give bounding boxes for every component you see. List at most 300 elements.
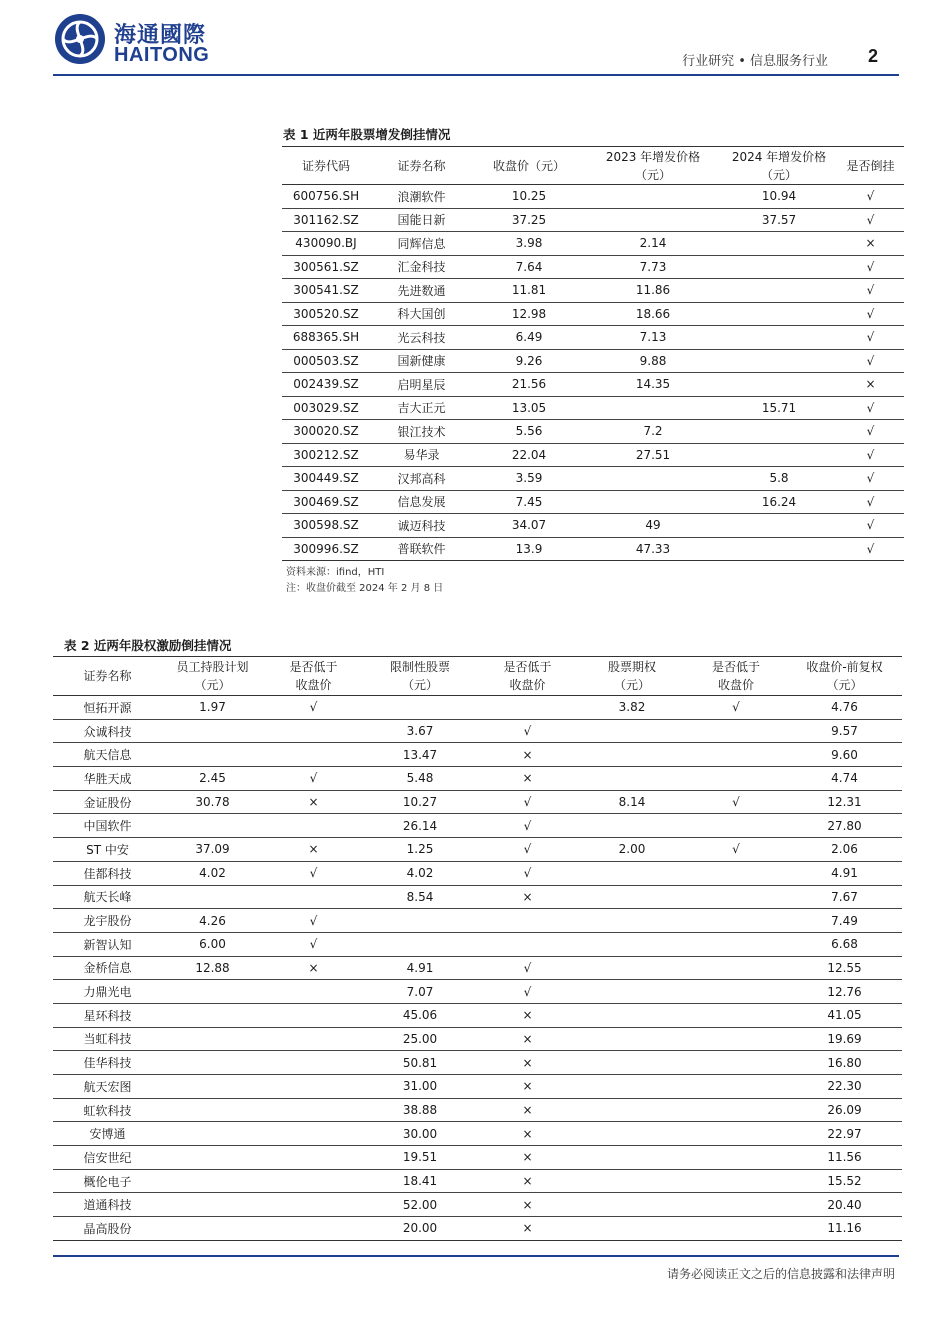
- table2-header-cell: 员工持股计划 （元）: [162, 657, 263, 696]
- table2-cell: 11.16: [827, 1221, 862, 1236]
- table1-cell: 10.94: [721, 185, 837, 209]
- table2-cell: 22.30: [787, 1075, 902, 1099]
- table2-cell: [685, 1051, 787, 1075]
- table1-cell: 诚迈科技: [370, 514, 473, 538]
- table2-cell: √: [685, 790, 787, 814]
- table2-cell: [579, 719, 685, 743]
- table2-cell: 11.56: [787, 1146, 902, 1170]
- table2-row: [53, 885, 902, 909]
- table2-cell: 22.97: [787, 1122, 902, 1146]
- table2-cell: 力鼎光电: [53, 980, 162, 1004]
- table1-cell: 信息发展: [370, 490, 473, 514]
- table1-cell: 300212.SZ: [282, 443, 370, 467]
- table1-cell: 37.57: [721, 208, 837, 232]
- table2-cell: [263, 1051, 364, 1075]
- brand-name-en: HAITONG: [114, 44, 210, 66]
- table2-cell: 5.48: [364, 767, 476, 791]
- table2-cell: [263, 1003, 364, 1027]
- table2-cell: [685, 932, 787, 956]
- table1-cell: √: [866, 541, 875, 556]
- table2-cell: ×: [522, 1221, 533, 1236]
- table2-cell: [685, 1098, 787, 1122]
- table2-cell: 10.27: [364, 790, 476, 814]
- table1-cell: √: [837, 490, 904, 514]
- table2-cell: [263, 1027, 364, 1051]
- table1-row: [282, 490, 904, 514]
- table2-cell: [685, 1075, 787, 1099]
- table1-cell: 启明星辰: [370, 373, 473, 397]
- table2-cell: [162, 1098, 263, 1122]
- table2-header-cell: 限制性股票 （元）: [364, 657, 476, 696]
- table2-cell: [579, 1003, 685, 1027]
- table1-cell: 易华录: [370, 443, 473, 467]
- table1-cell: 49: [585, 514, 721, 538]
- table1-cell: [721, 326, 837, 350]
- table2-row: [53, 980, 902, 1004]
- table1-cell: 2.14: [585, 232, 721, 256]
- table2-cell: ×: [476, 1003, 579, 1027]
- table1-cell: 先进数通: [370, 279, 473, 303]
- table1-body: [282, 185, 904, 561]
- table1-cell: 300469.SZ: [282, 490, 370, 514]
- table2-cell: 15.52: [787, 1169, 902, 1193]
- table2-cell: ×: [476, 1098, 579, 1122]
- table1-cell: 34.07: [473, 514, 585, 538]
- table2-cell: 航天信息: [53, 743, 162, 767]
- table1-cell: 11.86: [585, 279, 721, 303]
- table2-cell: 7.67: [787, 885, 902, 909]
- table2-cell: [364, 932, 476, 956]
- table2-cell: 恒拓开源: [53, 696, 162, 720]
- table1-cell: [721, 349, 837, 373]
- haitong-logo-icon: [53, 12, 107, 66]
- table1-cell: √: [837, 467, 904, 491]
- haitong-logo: [53, 12, 213, 68]
- table2-cell: [579, 1051, 685, 1075]
- table2-cell: [263, 885, 364, 909]
- table2-header-cell: 证券名称: [53, 657, 162, 696]
- table2-row: [53, 743, 902, 767]
- table1-cell: 301162.SZ: [282, 208, 370, 232]
- table1-cell: 9.88: [585, 349, 721, 373]
- table2-cell: 12.31: [787, 790, 902, 814]
- table2-cell: 2.00: [579, 838, 685, 862]
- table2-cell: [162, 1193, 263, 1217]
- table1-cell: 7.2: [585, 420, 721, 444]
- table2-cell: [476, 696, 579, 720]
- table1-cell: √: [837, 326, 904, 350]
- table2-cell: ×: [476, 1027, 579, 1051]
- table1-cell: 300598.SZ: [282, 514, 370, 538]
- table2-cell: [364, 909, 476, 933]
- table2-cell: ×: [476, 1122, 579, 1146]
- table2-cell: 27.80: [787, 814, 902, 838]
- table2-cell: ×: [476, 885, 579, 909]
- table2-cell: 12.88: [162, 956, 263, 980]
- table1-cell: 300541.SZ: [282, 279, 370, 303]
- table1-row: [282, 255, 904, 279]
- table2-body: [53, 696, 902, 1241]
- table2-cell: [263, 1146, 364, 1170]
- table2-cell: [579, 932, 685, 956]
- table1-cell: 7.45: [473, 490, 585, 514]
- brand-name-cn: 海通國際: [114, 23, 207, 48]
- table1-cell: [721, 443, 837, 467]
- table2-cell: [685, 1146, 787, 1170]
- table2-cell: 4.91: [787, 861, 902, 885]
- table1-header-cell: 2023 年增发价格 （元）: [585, 147, 721, 185]
- table1-cell: 5.56: [473, 420, 585, 444]
- table2-cell: [685, 1027, 787, 1051]
- table2-row: [53, 1027, 902, 1051]
- table1-title: 表 1 近两年股票增发倒挂情况: [283, 127, 451, 142]
- table2-cell: [685, 909, 787, 933]
- table2-cell: ×: [476, 1146, 579, 1170]
- table1-cell: 9.26: [473, 349, 585, 373]
- table2-cell: 7.49: [787, 909, 902, 933]
- table2-cell: 9.57: [787, 719, 902, 743]
- table2-cell: [579, 885, 685, 909]
- table2-cell: [263, 1217, 364, 1241]
- table1-cell: 14.35: [585, 373, 721, 397]
- table2-cell: 50.81: [364, 1051, 476, 1075]
- table1-cell: 11.81: [473, 279, 585, 303]
- table1-cell: [721, 373, 837, 397]
- table2-cell: [579, 814, 685, 838]
- table2-cell: √: [263, 932, 364, 956]
- table2-row: [53, 1051, 902, 1075]
- table1-source: 资料来源：ifind，HTI: [286, 567, 385, 578]
- table2-cell: 45.06: [364, 1003, 476, 1027]
- table2-header-row: [53, 657, 902, 696]
- table1-cell: [721, 232, 837, 256]
- table2-cell: √: [263, 696, 364, 720]
- table2-cell: ×: [476, 767, 579, 791]
- table1-cell: 300996.SZ: [293, 541, 359, 556]
- table1-cell: √: [837, 349, 904, 373]
- table2-cell: [162, 1122, 263, 1146]
- table2-cell: √: [476, 861, 579, 885]
- table2-cell: [685, 1003, 787, 1027]
- table2-row: [53, 767, 902, 791]
- table1-row: [282, 349, 904, 373]
- table2-cell: 9.60: [787, 743, 902, 767]
- table1-cell: 汇金科技: [370, 255, 473, 279]
- table2-cell: 30.78: [162, 790, 263, 814]
- table2-row: [53, 696, 902, 720]
- table2-header-cell: 是否低于 收盘价: [263, 657, 364, 696]
- table2-cell: [162, 814, 263, 838]
- table2-cell: 31.00: [364, 1075, 476, 1099]
- table2-cell: 18.41: [364, 1169, 476, 1193]
- table2-cell: 4.91: [364, 956, 476, 980]
- table2: [53, 656, 902, 1241]
- table2-cell: [579, 1027, 685, 1051]
- table2-cell: [263, 1075, 364, 1099]
- table2-cell: [685, 885, 787, 909]
- table2-row: [53, 838, 902, 862]
- table2-cell: [364, 696, 476, 720]
- table1-cell: √: [837, 185, 904, 209]
- table2-cell: [579, 956, 685, 980]
- table1-row: [282, 373, 904, 397]
- table2-cell: 新智认知: [53, 932, 162, 956]
- table2-row: [53, 719, 902, 743]
- table1-cell: √: [837, 514, 904, 538]
- table2-cell: 37.09: [162, 838, 263, 862]
- table2-header-cell: 收盘价-前复权 （元）: [787, 657, 902, 696]
- table2-cell: [263, 719, 364, 743]
- table2-cell: 中国软件: [53, 814, 162, 838]
- table1-cell: ×: [837, 232, 904, 256]
- report-category: 行业研究 • 信息服务行业: [682, 54, 828, 69]
- page-number: 2: [868, 46, 879, 66]
- table2-cell: [263, 1193, 364, 1217]
- table2-cell: 安博通: [53, 1122, 162, 1146]
- footer-divider: [53, 1255, 899, 1257]
- table2-cell: √: [476, 719, 579, 743]
- table2-row: [53, 1122, 902, 1146]
- table2-cell: ×: [263, 956, 364, 980]
- table2-cell: [263, 1122, 364, 1146]
- table2-cell: 13.47: [364, 743, 476, 767]
- table1-header-cell: 2024 年增发价格 （元）: [721, 147, 837, 185]
- table2-cell: ×: [476, 1075, 579, 1099]
- table1-cell: 300520.SZ: [282, 302, 370, 326]
- table2-cell: [162, 1003, 263, 1027]
- table2-cell: [476, 909, 579, 933]
- table2-cell: 4.26: [162, 909, 263, 933]
- table2-title: 表 2 近两年股权激励倒挂情况: [64, 638, 232, 653]
- table2-cell: [162, 1169, 263, 1193]
- table2-row: [53, 1169, 902, 1193]
- table2-cell: 航天长峰: [53, 885, 162, 909]
- table1-cell: √: [837, 279, 904, 303]
- table1-row: [282, 467, 904, 491]
- table1-row: [282, 302, 904, 326]
- table2-cell: [162, 743, 263, 767]
- table2-cell: 4.74: [787, 767, 902, 791]
- table2-cell: 虹软科技: [53, 1098, 162, 1122]
- table2-header-cell: 是否低于 收盘价: [476, 657, 579, 696]
- table2-cell: [162, 885, 263, 909]
- table2-cell: 6.00: [162, 932, 263, 956]
- table2-cell: ×: [476, 1051, 579, 1075]
- table2-cell: [579, 1146, 685, 1170]
- table2-cell: ×: [263, 838, 364, 862]
- table1-cell: 13.05: [473, 396, 585, 420]
- table2-cell: 8.14: [579, 790, 685, 814]
- table2-cell: [579, 1122, 685, 1146]
- table1-cell: [721, 537, 837, 561]
- table2-cell: 6.68: [787, 932, 902, 956]
- table2-cell: 1.25: [364, 838, 476, 862]
- table2-cell: ×: [263, 790, 364, 814]
- table2-cell: [162, 1051, 263, 1075]
- table2-cell: 1.97: [162, 696, 263, 720]
- table2-cell: 3.82: [579, 696, 685, 720]
- table1-cell: 300020.SZ: [282, 420, 370, 444]
- table1-cell: [721, 514, 837, 538]
- table2-cell: 概伦电子: [53, 1169, 162, 1193]
- table1-cell: 光云科技: [370, 326, 473, 350]
- table1-cell: 国能日新: [370, 208, 473, 232]
- table1-cell: ×: [837, 373, 904, 397]
- table2-cell: [263, 1169, 364, 1193]
- table1-cell: [721, 279, 837, 303]
- table1-cell: √: [837, 420, 904, 444]
- table2-cell: [579, 861, 685, 885]
- table1-row: [282, 420, 904, 444]
- table2-row: [53, 1003, 902, 1027]
- table2-cell: 华胜天成: [53, 767, 162, 791]
- table1-cell: 15.71: [721, 396, 837, 420]
- table1-row: [282, 396, 904, 420]
- table2-cell: 金桥信息: [53, 956, 162, 980]
- table2-cell: 星环科技: [53, 1003, 162, 1027]
- table2-row: [53, 861, 902, 885]
- table2-cell: √: [263, 861, 364, 885]
- table2-cell: 4.02: [364, 861, 476, 885]
- table1-cell: 002439.SZ: [282, 373, 370, 397]
- table2-cell: [685, 1217, 787, 1241]
- table2-cell: 3.67: [364, 719, 476, 743]
- table1-cell: 3.59: [473, 467, 585, 491]
- table2-cell: [685, 743, 787, 767]
- table2-cell: 8.54: [364, 885, 476, 909]
- table2-cell: [685, 956, 787, 980]
- table1-header-row: [282, 147, 904, 185]
- table2-cell: [685, 814, 787, 838]
- table2-cell: 20.00: [402, 1221, 438, 1236]
- table1-cell: 7.64: [473, 255, 585, 279]
- table1-cell: 27.51: [585, 443, 721, 467]
- table2-cell: 金证股份: [53, 790, 162, 814]
- table2-cell: [579, 1193, 685, 1217]
- table2-cell: [162, 980, 263, 1004]
- table2-cell: 12.76: [787, 980, 902, 1004]
- table2-header-cell: 是否低于 收盘价: [685, 657, 787, 696]
- table1-row: [282, 537, 904, 561]
- table2-cell: [162, 1075, 263, 1099]
- table1-row: [282, 514, 904, 538]
- table1-cell: 5.8: [721, 467, 837, 491]
- table1-cell: 21.56: [473, 373, 585, 397]
- table1-cell: 430090.BJ: [282, 232, 370, 256]
- table1-cell: 37.25: [473, 208, 585, 232]
- table1: [282, 146, 904, 561]
- table1-row: [282, 232, 904, 256]
- table2-cell: √: [685, 838, 787, 862]
- table1-header-cell: 收盘价（元）: [473, 147, 585, 185]
- table2-cell: [162, 1146, 263, 1170]
- table2-cell: [579, 980, 685, 1004]
- table2-row: [53, 932, 902, 956]
- table2-cell: [685, 767, 787, 791]
- table2-cell: √: [685, 696, 787, 720]
- table2-cell: [579, 1169, 685, 1193]
- table1-cell: √: [837, 302, 904, 326]
- header-divider: [53, 74, 899, 76]
- table1-cell: 16.24: [721, 490, 837, 514]
- table2-cell: 佳都科技: [53, 861, 162, 885]
- table2-cell: [263, 743, 364, 767]
- table2-cell: [476, 932, 579, 956]
- table2-cell: 佳华科技: [53, 1051, 162, 1075]
- table2-cell: 7.07: [364, 980, 476, 1004]
- table1-cell: 000503.SZ: [282, 349, 370, 373]
- table2-cell: 12.55: [787, 956, 902, 980]
- table2-cell: [685, 980, 787, 1004]
- table2-cell: [579, 767, 685, 791]
- table1-cell: [585, 490, 721, 514]
- table1-header-cell: 是否倒挂: [837, 147, 904, 185]
- table1-cell: [585, 185, 721, 209]
- table1-header-cell: 证券代码: [282, 147, 370, 185]
- table2-cell: [685, 861, 787, 885]
- table1-cell: [721, 255, 837, 279]
- table1-cell: 汉邦高科: [370, 467, 473, 491]
- table2-header-cell: 股票期权 （元）: [579, 657, 685, 696]
- table2-cell: [162, 719, 263, 743]
- table1-cell: 6.49: [473, 326, 585, 350]
- table2-cell: √: [476, 790, 579, 814]
- table1-cell: 688365.SH: [282, 326, 370, 350]
- table1-row: [282, 443, 904, 467]
- table2-cell: ST 中安: [53, 838, 162, 862]
- table2-row: [53, 1217, 902, 1241]
- table2-cell: 2.45: [162, 767, 263, 791]
- table2-cell: [263, 980, 364, 1004]
- table2-cell: 19.69: [787, 1027, 902, 1051]
- table2-cell: 4.02: [162, 861, 263, 885]
- table2-cell: [685, 719, 787, 743]
- table1-note: 注：收盘价截至 2024 年 2 月 8 日: [286, 583, 444, 594]
- table1-row: [282, 208, 904, 232]
- table2-cell: √: [476, 956, 579, 980]
- table2-row: [53, 1075, 902, 1099]
- table1-cell: √: [837, 396, 904, 420]
- table2-cell: 2.06: [787, 838, 902, 862]
- table2-cell: √: [263, 767, 364, 791]
- table2-cell: [162, 1027, 263, 1051]
- table1-cell: 同辉信息: [370, 232, 473, 256]
- table2-cell: 4.76: [787, 696, 902, 720]
- table2-cell: [685, 1193, 787, 1217]
- table1-cell: 300561.SZ: [282, 255, 370, 279]
- table2-cell: [579, 1075, 685, 1099]
- table2-cell: √: [263, 909, 364, 933]
- table2-cell: 晶高股份: [83, 1221, 132, 1236]
- table2-cell: [579, 1098, 685, 1122]
- table2-row: [53, 1193, 902, 1217]
- table2-cell: [579, 743, 685, 767]
- table1-cell: 10.25: [473, 185, 585, 209]
- table2-row: [53, 790, 902, 814]
- table1-cell: 7.13: [585, 326, 721, 350]
- table1-cell: 18.66: [585, 302, 721, 326]
- table2-cell: 道通科技: [53, 1193, 162, 1217]
- table1-cell: 7.73: [585, 255, 721, 279]
- table2-cell: [685, 1169, 787, 1193]
- table2-cell: [263, 814, 364, 838]
- table1-cell: 300449.SZ: [282, 467, 370, 491]
- table2-cell: 52.00: [364, 1193, 476, 1217]
- table2-cell: 龙宇股份: [53, 909, 162, 933]
- table1-cell: [585, 396, 721, 420]
- table2-cell: [162, 1217, 263, 1241]
- table1-cell: 12.98: [473, 302, 585, 326]
